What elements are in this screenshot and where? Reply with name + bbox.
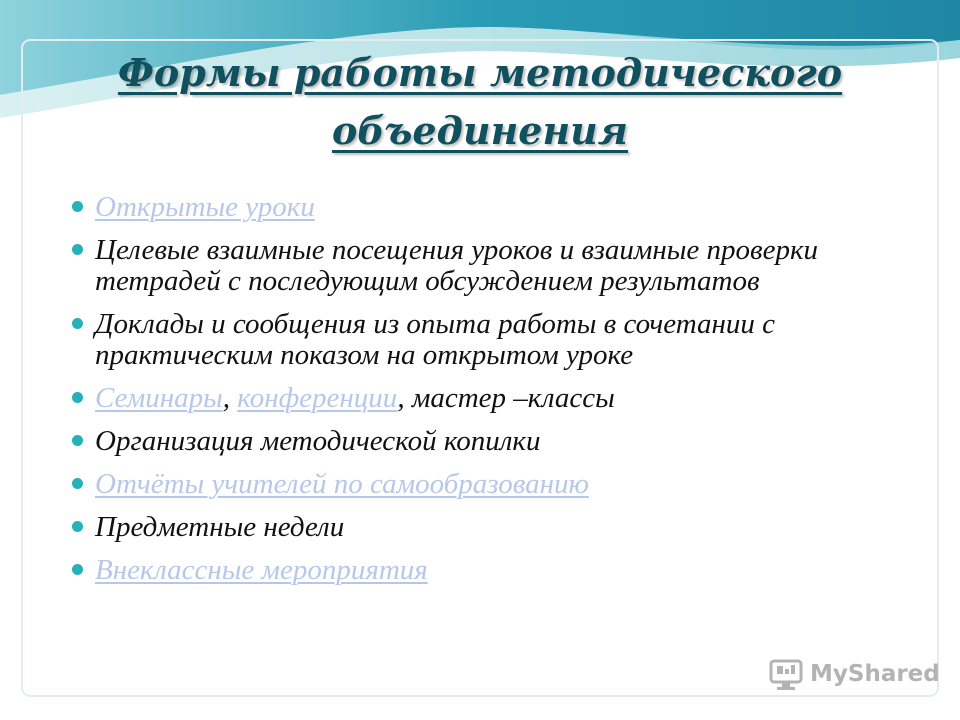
list-item xyxy=(70,555,900,586)
list-item-text: Организация методической копилки xyxy=(95,425,541,457)
list-item xyxy=(70,426,900,457)
list-item xyxy=(70,309,900,371)
forms-list xyxy=(70,192,900,598)
bullet-icon xyxy=(72,564,83,575)
monitor-logo-icon xyxy=(768,656,804,692)
watermark-text: MyShared xyxy=(810,661,940,687)
open-lessons-link[interactable]: Открытые уроки xyxy=(95,191,315,223)
bullet-icon xyxy=(72,435,83,446)
list-separator: , xyxy=(222,382,238,414)
myshared-watermark xyxy=(768,654,940,694)
list-item-text: , мастер –классы xyxy=(397,382,615,414)
bullet-icon xyxy=(72,478,83,489)
title-line-1: Формы работы методического xyxy=(117,50,843,95)
bullet-icon xyxy=(72,201,83,212)
teacher-reports-link[interactable]: Отчёты учителей по самообразованию xyxy=(95,468,589,500)
conferences-link[interactable]: конференции xyxy=(237,382,398,414)
list-item-text: Доклады и сообщения из опыта работы в сочетании с практическим показом на открытом уроке xyxy=(95,308,776,371)
bullet-icon xyxy=(72,392,83,403)
list-item xyxy=(70,192,900,223)
list-item xyxy=(70,512,900,543)
list-item xyxy=(70,235,900,297)
bullet-icon xyxy=(72,318,83,329)
list-item xyxy=(70,383,900,414)
title-line-2: объединения xyxy=(331,108,629,153)
bullet-icon xyxy=(72,521,83,532)
list-item xyxy=(70,469,900,500)
bullet-icon xyxy=(72,244,83,255)
list-item-text: Целевые взаимные посещения уроков и взаимные проверки тетрадей с последующим обсуждением результатов xyxy=(95,234,819,297)
list-item-text: Предметные недели xyxy=(95,511,345,543)
slide-title xyxy=(100,44,860,160)
seminars-link[interactable]: Семинары xyxy=(95,382,223,414)
extracurricular-link[interactable]: Внеклассные мероприятия xyxy=(95,554,428,586)
